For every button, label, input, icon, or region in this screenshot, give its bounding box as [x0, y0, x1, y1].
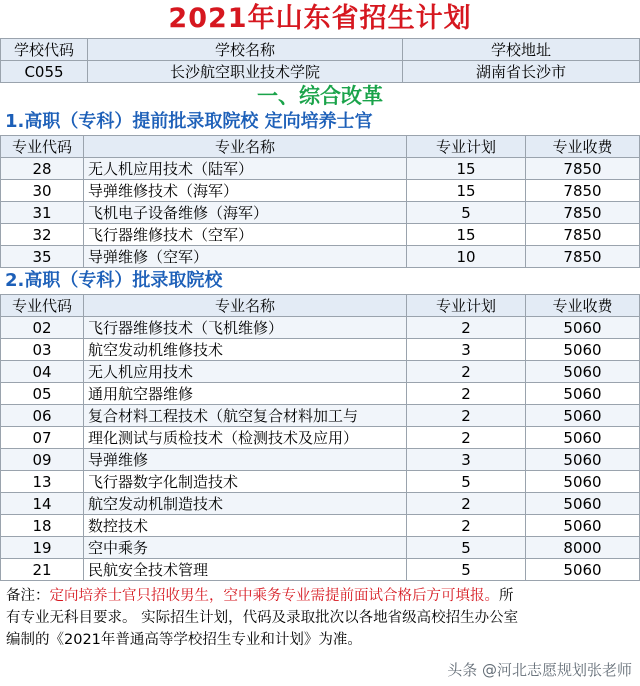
table-row: [1, 559, 640, 581]
major-name: 无人机应用技术: [84, 361, 407, 383]
school-code: C055: [1, 61, 88, 83]
major-plan: 2: [407, 383, 526, 405]
major-fee: 5060: [526, 493, 640, 515]
major-code: 05: [1, 383, 84, 405]
column-header: 专业名称: [84, 136, 407, 158]
major-fee: 7850: [526, 180, 640, 202]
section2-title: 2.高职（专科）批录取院校: [5, 270, 223, 291]
major-code: 18: [1, 515, 84, 537]
school-value-row: [1, 61, 640, 83]
note-line2: 有专业无科目要求。 实际招生计划，代码及录取批次以各地省级高校招生办公室: [6, 610, 519, 626]
major-name: 飞行器维修技术（飞机维修）: [84, 317, 407, 339]
major-name: 空中乘务: [84, 537, 407, 559]
column-header: 专业收费: [526, 295, 640, 317]
major-fee: 5060: [526, 449, 640, 471]
major-code: 13: [1, 471, 84, 493]
major-code: 06: [1, 405, 84, 427]
major-code: 04: [1, 361, 84, 383]
major-code: 07: [1, 427, 84, 449]
table-row: [1, 224, 640, 246]
column-header: 专业计划: [407, 295, 526, 317]
major-fee: 5060: [526, 339, 640, 361]
note-line3: 编制的《2021年普通高等学校招生专业和计划》为准。: [6, 632, 362, 648]
table-row: [1, 515, 640, 537]
school-name: 长沙航空职业技术学院: [88, 61, 403, 83]
major-name: 导弹维修（空军）: [84, 246, 407, 268]
major-fee: 5060: [526, 427, 640, 449]
major-fee: 5060: [526, 471, 640, 493]
major-code: 21: [1, 559, 84, 581]
major-code: 02: [1, 317, 84, 339]
table-header-row: [1, 136, 640, 158]
note-line1-rest: 所: [499, 588, 514, 604]
major-code: 14: [1, 493, 84, 515]
major-fee: 7850: [526, 224, 640, 246]
major-plan: 2: [407, 493, 526, 515]
major-code: 03: [1, 339, 84, 361]
table-row: [1, 339, 640, 361]
section1-table: [0, 135, 640, 268]
major-code: 35: [1, 246, 84, 268]
major-plan: 3: [407, 449, 526, 471]
school-name-header: 学校名称: [88, 39, 403, 61]
major-name: 航空发动机制造技术: [84, 493, 407, 515]
footnote: [0, 581, 640, 651]
column-header: 专业收费: [526, 136, 640, 158]
table-row: [1, 180, 640, 202]
major-name: 数控技术: [84, 515, 407, 537]
note-highlight: 定向培养士官只招收男生，空中乘务专业需提前面试合格后方可填报。: [49, 588, 499, 604]
school-code-header: 学校代码: [1, 39, 88, 61]
major-plan: 2: [407, 361, 526, 383]
table-row: [1, 383, 640, 405]
major-name: 导弹维修: [84, 449, 407, 471]
major-code: 32: [1, 224, 84, 246]
major-plan: 5: [407, 471, 526, 493]
column-header: 专业代码: [1, 295, 84, 317]
major-name: 飞行器维修技术（空军）: [84, 224, 407, 246]
table-row: [1, 202, 640, 224]
table-row: [1, 427, 640, 449]
column-header: 专业名称: [84, 295, 407, 317]
major-plan: 2: [407, 317, 526, 339]
major-plan: 2: [407, 405, 526, 427]
table-row: [1, 158, 640, 180]
major-plan: 10: [407, 246, 526, 268]
major-plan: 3: [407, 339, 526, 361]
major-fee: 7850: [526, 246, 640, 268]
table-row: [1, 405, 640, 427]
table-row: [1, 537, 640, 559]
category-heading: 一、综合改革: [257, 84, 383, 108]
page-title: 2021年山东省招生计划: [168, 3, 472, 34]
column-header: 专业代码: [1, 136, 84, 158]
major-code: 30: [1, 180, 84, 202]
school-address: 湖南省长沙市: [403, 61, 640, 83]
section2-table: [0, 294, 640, 581]
major-name: 理化测试与质检技术（检测技术及应用）: [84, 427, 407, 449]
major-plan: 2: [407, 427, 526, 449]
major-plan: 5: [407, 202, 526, 224]
table-row: [1, 471, 640, 493]
note-prefix: 备注：: [6, 588, 50, 604]
table-header-row: [1, 295, 640, 317]
major-fee: 7850: [526, 158, 640, 180]
major-fee: 5060: [526, 317, 640, 339]
major-fee: 7850: [526, 202, 640, 224]
school-header-row: [1, 39, 640, 61]
major-name: 民航安全技术管理: [84, 559, 407, 581]
major-code: 09: [1, 449, 84, 471]
table-row: [1, 317, 640, 339]
major-fee: 5060: [526, 361, 640, 383]
table-row: [1, 493, 640, 515]
table-row: [1, 449, 640, 471]
section1-title: 1.高职（专科）提前批录取院校 定向培养士官: [5, 111, 373, 132]
major-plan: 15: [407, 180, 526, 202]
school-address-header: 学校地址: [403, 39, 640, 61]
column-header: 专业计划: [407, 136, 526, 158]
table-row: [1, 361, 640, 383]
major-fee: 5060: [526, 515, 640, 537]
major-code: 19: [1, 537, 84, 559]
major-fee: 5060: [526, 405, 640, 427]
major-name: 无人机应用技术（陆军）: [84, 158, 407, 180]
major-code: 28: [1, 158, 84, 180]
school-info-table: [0, 38, 640, 83]
major-plan: 15: [407, 158, 526, 180]
major-name: 航空发动机维修技术: [84, 339, 407, 361]
major-plan: 5: [407, 559, 526, 581]
major-name: 通用航空器维修: [84, 383, 407, 405]
major-fee: 5060: [526, 383, 640, 405]
major-name: 飞行器数字化制造技术: [84, 471, 407, 493]
major-name: 飞机电子设备维修（海军）: [84, 202, 407, 224]
watermark: 头条 @河北志愿规划张老师: [447, 661, 632, 679]
table-row: [1, 246, 640, 268]
major-plan: 2: [407, 515, 526, 537]
major-name: 复合材料工程技术（航空复合材料加工与: [84, 405, 407, 427]
major-plan: 5: [407, 537, 526, 559]
major-fee: 5060: [526, 559, 640, 581]
major-fee: 8000: [526, 537, 640, 559]
major-code: 31: [1, 202, 84, 224]
major-name: 导弹维修技术（海军）: [84, 180, 407, 202]
major-plan: 15: [407, 224, 526, 246]
